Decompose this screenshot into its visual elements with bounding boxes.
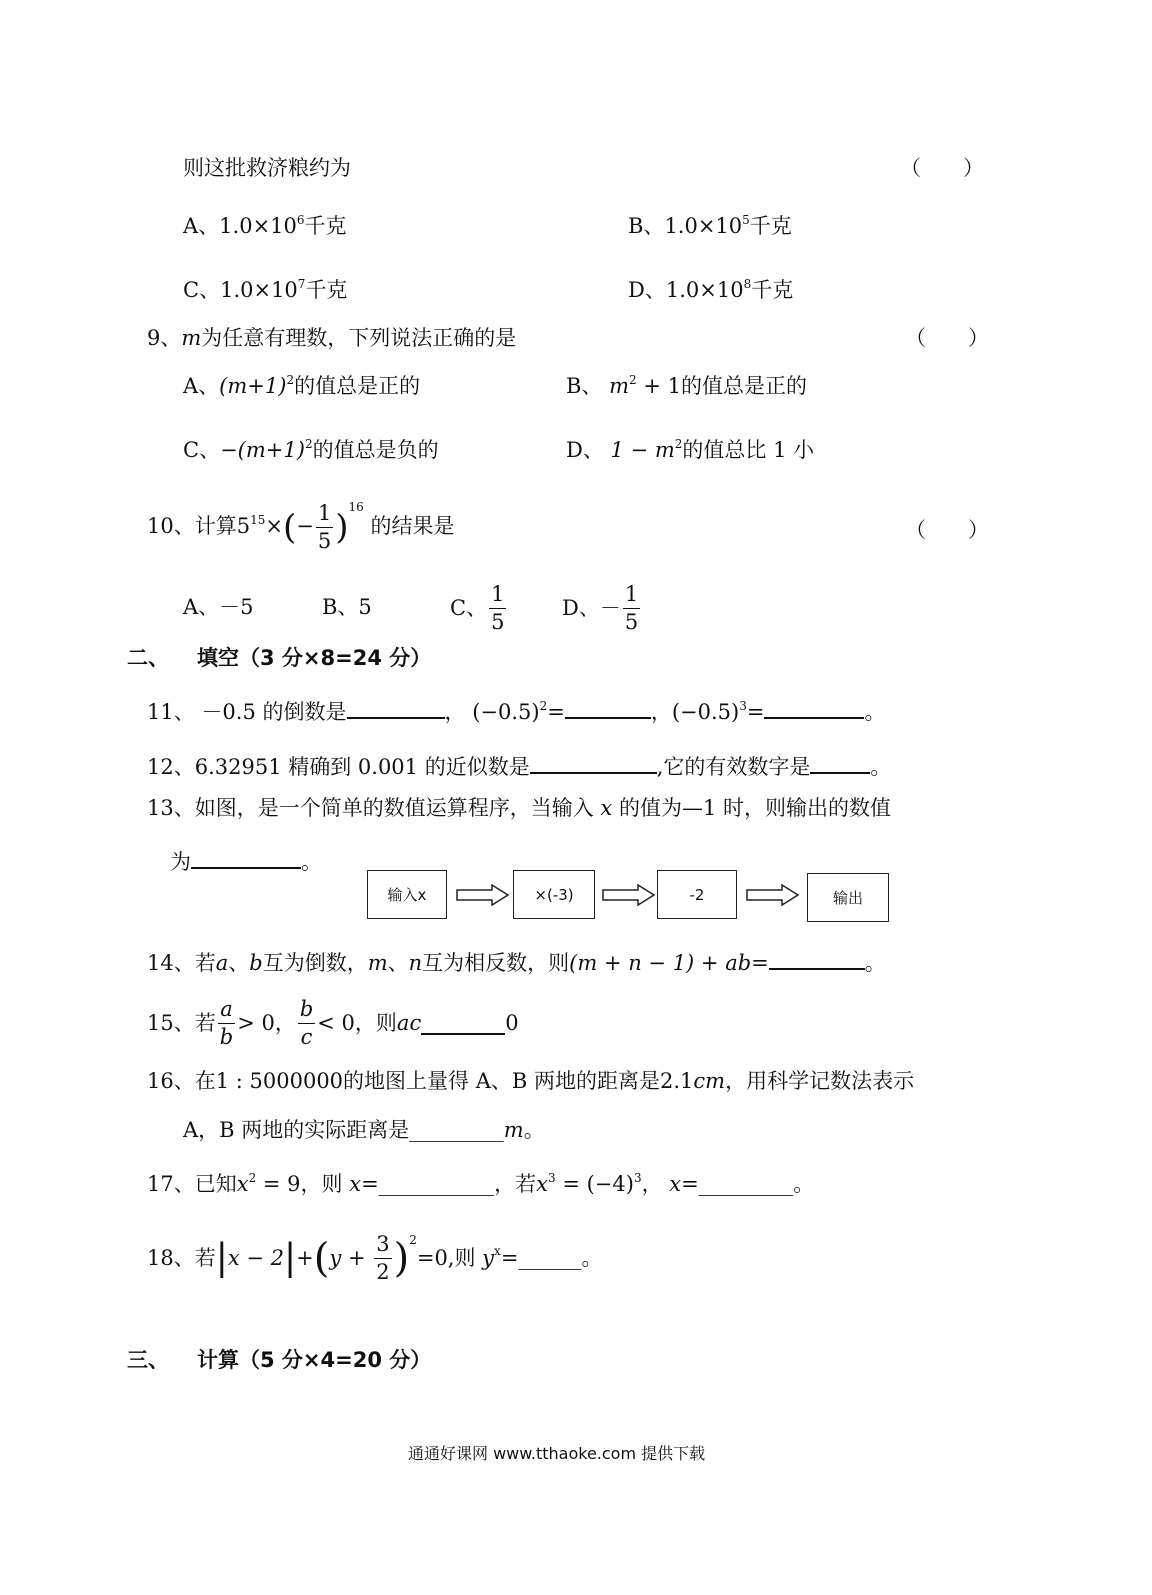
fraction — [298, 998, 315, 1049]
var-y: y — [482, 1246, 495, 1271]
question-text: 17、已知 — [147, 1172, 237, 1196]
var-m: m — [367, 951, 388, 975]
q10-base: 5 — [236, 514, 251, 539]
period: 。 — [864, 951, 886, 975]
option-label: A、 — [183, 214, 220, 238]
expr: (m + n − 1) + ab — [569, 951, 752, 975]
q8-option-d — [628, 277, 794, 302]
option-label: B、 — [628, 214, 665, 238]
q12-line — [147, 752, 891, 778]
question-text: 16、在 — [147, 1069, 216, 1093]
var-x: x — [600, 796, 613, 820]
option-expr: (m+1) — [219, 374, 287, 398]
abs-bar: | — [215, 1237, 228, 1279]
question-text: 为任意有理数，下列说法正确的是 — [201, 326, 517, 350]
answer-blank[interactable]: _________ — [409, 1118, 504, 1142]
q9-line — [147, 328, 516, 349]
footer-text: 通通好课网 www.tthaoke.com 提供下载 — [408, 1444, 706, 1463]
q10-exp2: 16 — [348, 500, 364, 515]
option-tail: 的值总是正的 — [681, 374, 807, 398]
minus-sign: − — [296, 514, 314, 539]
flow-box-input — [367, 870, 447, 919]
answer-blank[interactable] — [421, 1013, 505, 1035]
fraction — [374, 1233, 391, 1284]
fraction — [623, 583, 640, 634]
left-paren: ( — [313, 1235, 330, 1282]
option-tail: 的值总是负的 — [312, 438, 439, 462]
answer-blank[interactable] — [191, 847, 301, 869]
separator: ， — [641, 1172, 663, 1196]
question-text: 的结果是 — [370, 514, 455, 539]
flow-arrow-icon — [456, 884, 510, 906]
equals: = — [361, 1172, 379, 1196]
compare: > 0， — [237, 1011, 296, 1036]
q16-line1 — [147, 1071, 914, 1092]
period: 。 — [870, 755, 892, 779]
unit-m: m — [503, 1118, 524, 1142]
right-paren: ) — [335, 507, 349, 548]
ratio: 1 : 5000000 — [215, 1069, 344, 1093]
option-expr: m — [609, 374, 630, 398]
question-text: 的值为—1 时，则输出的数值 — [618, 796, 891, 820]
option-exp: 2 — [674, 437, 683, 451]
option-base: 1.0×10 — [219, 214, 297, 238]
exp: 2 — [248, 1171, 257, 1185]
option-expr: −(m+1) — [220, 438, 305, 462]
left-paren: ( — [283, 507, 297, 548]
option-unit: 千克 — [304, 214, 347, 238]
q17-line — [147, 1171, 815, 1196]
fraction-numerator: 1 — [491, 582, 505, 606]
question-text: －0.5 的倒数是 — [201, 700, 347, 724]
var-b: b — [249, 951, 263, 975]
expr: = (−4) — [555, 1172, 634, 1196]
q9-option-b — [566, 373, 807, 398]
question-text: ，若 — [494, 1172, 537, 1196]
q13-line2 — [170, 847, 322, 873]
exp: 2 — [409, 1233, 417, 1248]
q14-line — [147, 948, 886, 974]
box-label: 输入x — [387, 886, 427, 904]
option-exp: 8 — [743, 277, 752, 291]
option-label: B、 — [566, 374, 603, 398]
option-label: A、 — [183, 374, 220, 398]
q16-line2 — [183, 1120, 545, 1141]
unit-cm: cm — [693, 1069, 726, 1093]
option-label: C、 — [183, 438, 221, 462]
option-exp: 6 — [296, 213, 305, 227]
option-exp: 2 — [286, 373, 295, 387]
equals: = — [547, 700, 565, 724]
equals: = — [681, 1172, 699, 1196]
exp: x — [494, 1244, 501, 1259]
fraction — [489, 583, 506, 634]
fraction-numerator: a — [220, 997, 233, 1021]
question-number: 9、 — [147, 326, 182, 350]
abs-bar: | — [284, 1237, 297, 1279]
exp: 3 — [548, 1171, 556, 1185]
fraction-denominator: 5 — [317, 529, 332, 554]
box-label: -2 — [689, 885, 705, 904]
compare: < 0，则 — [317, 1011, 397, 1036]
option-label: D、 — [628, 278, 666, 302]
answer-blank[interactable] — [530, 752, 657, 774]
expr-ac: ac — [396, 1011, 422, 1036]
q11-line — [147, 697, 885, 723]
question-number: 10、计算 — [147, 514, 237, 539]
q10-line — [147, 502, 454, 553]
flow-arrow-icon — [602, 884, 656, 906]
distance-value: 2.1 — [660, 1069, 694, 1093]
section-3-heading — [127, 1350, 431, 1371]
period: 。 — [301, 850, 322, 874]
option-exp: 2 — [629, 373, 637, 387]
option-label: C、 — [450, 596, 488, 621]
q8-option-a — [183, 213, 347, 238]
fraction-denominator: 2 — [376, 1260, 390, 1285]
period: 。 — [581, 1246, 603, 1271]
var-n: n — [408, 951, 423, 975]
option-expr2: + 1 — [636, 374, 681, 398]
fraction-numerator: 3 — [376, 1232, 390, 1256]
section-title: 计算（5 分×4=20 分） — [197, 1348, 432, 1372]
fraction-denominator: 5 — [624, 610, 639, 635]
option-unit: 千克 — [749, 214, 792, 238]
q10-option-c — [450, 583, 508, 634]
equals: = — [500, 1246, 519, 1271]
fraction-denominator: b — [219, 1025, 234, 1050]
question-text: ，用科学记数法表示 — [725, 1069, 915, 1093]
fraction-denominator: 5 — [491, 610, 505, 635]
option-label: D、－ — [562, 596, 621, 621]
answer-blank[interactable] — [764, 697, 864, 719]
option-base: 1.0×10 — [220, 278, 298, 302]
option-tail: 的值总比 1 小 — [682, 438, 815, 462]
separator: 、 — [387, 951, 409, 975]
section-number: 三、 — [127, 1348, 169, 1372]
var-x: x — [536, 1172, 549, 1196]
exp: 3 — [633, 1171, 642, 1185]
option-exp: 2 — [304, 437, 313, 451]
question-text: 18、若 — [147, 1246, 216, 1271]
var-x: x — [236, 1172, 249, 1196]
q15-line — [147, 998, 519, 1049]
var-x: x — [349, 1172, 362, 1196]
q9-option-a — [183, 373, 421, 398]
question-text: 互为相反数，则 — [422, 951, 570, 975]
q8-bracket: （ ） — [900, 156, 984, 180]
exp: 2 — [539, 699, 548, 713]
zero: 0 — [505, 1011, 519, 1036]
question-text: ,它的有效数字是 — [656, 755, 811, 779]
question-text: 13、如图，是一个简单的数值运算程序，当输入 — [147, 796, 594, 820]
flow-box-subtract — [657, 870, 737, 919]
option-unit: 千克 — [305, 278, 348, 302]
option-unit: 千克 — [751, 278, 794, 302]
option-expr: 1 − m — [610, 438, 675, 462]
option-tail: 的值总是正的 — [294, 374, 421, 398]
question-text: 互为倒数， — [262, 951, 368, 975]
q9-option-d — [566, 437, 815, 462]
q9-bracket: （ ） — [905, 326, 989, 350]
separator: 、 — [228, 951, 250, 975]
section-number: 二、 — [127, 646, 169, 670]
fraction-numerator: 1 — [624, 582, 639, 606]
flow-box-output — [807, 873, 889, 922]
var-x: x — [669, 1172, 682, 1196]
answer-blank[interactable]: ___________ — [378, 1172, 495, 1196]
fraction-numerator: 1 — [317, 501, 332, 525]
q8-option-b — [628, 213, 792, 238]
fraction-numerator: b — [299, 997, 314, 1021]
abs-expr: x − 2 — [227, 1246, 285, 1271]
option-label: C、 — [183, 278, 221, 302]
question-text: =0,则 — [416, 1246, 476, 1271]
question-text: 14、若 — [147, 951, 216, 975]
question-text: 15、若 — [147, 1011, 216, 1036]
question-text: 12、6.32951 精确到 0.001 的近似数是 — [147, 755, 530, 779]
separator: ， — [444, 700, 466, 724]
answer-blank[interactable] — [565, 697, 651, 719]
option-exp: 5 — [742, 213, 750, 227]
var-a: a — [215, 951, 229, 975]
flow-arrow-icon — [746, 884, 800, 906]
q10-exp: 15 — [250, 513, 266, 528]
box-label: ×(-3) — [534, 885, 574, 904]
answer-blank[interactable] — [769, 948, 865, 970]
answer-blank[interactable] — [347, 697, 445, 719]
q10-bracket: （ ） — [905, 518, 989, 542]
answer-blank[interactable]: _________ — [698, 1172, 794, 1196]
q8-option-c — [183, 277, 348, 302]
option-label: D、 — [566, 438, 604, 462]
q13-line1 — [147, 798, 891, 819]
box-label: 输出 — [832, 889, 863, 907]
question-number: 11、 — [147, 700, 195, 724]
q18-line: 18、若|x − 2|+(y + $\frac{3}{2}$ )$^2$=0,则 $y^x=\_\_\_\_\_\_$。 — [147, 1232, 603, 1285]
q10-option-b: B、5 — [322, 595, 372, 619]
question-text: 为 — [170, 850, 191, 874]
separator: ， — [650, 700, 672, 724]
option-base: 1.0×10 — [665, 278, 744, 302]
question-text: 的地图上量得 A、B 两地的距离是 — [343, 1069, 660, 1093]
period: 。 — [523, 1118, 545, 1142]
flow-box-multiply — [513, 870, 595, 919]
option-base: 1.0×10 — [664, 214, 743, 238]
equals: = — [746, 700, 765, 724]
section-title: 填空（3 分×8=24 分） — [197, 646, 432, 670]
q10-option-a: A、－5 — [183, 595, 254, 619]
fraction — [316, 502, 333, 553]
answer-blank[interactable] — [810, 752, 870, 774]
question-text: = 9，则 — [256, 1172, 343, 1196]
period: 。 — [793, 1172, 815, 1196]
plus-sign: + — [296, 1246, 314, 1271]
expr: (−0.5) — [671, 700, 740, 724]
period: 。 — [864, 700, 886, 724]
question-text: A，B 两地的实际距离是 — [183, 1118, 410, 1142]
option-exp: 7 — [297, 277, 306, 291]
section-2-heading — [127, 648, 431, 669]
answer-blank[interactable]: ______ — [518, 1246, 582, 1271]
q9-option-c — [183, 437, 439, 462]
equals: = — [751, 951, 769, 975]
exp: 3 — [739, 699, 747, 713]
right-paren: ) — [393, 1235, 410, 1282]
times-sign: × — [265, 514, 283, 539]
var-y: y — [329, 1246, 342, 1271]
var-m: m — [181, 326, 202, 350]
fraction-denominator: c — [298, 1023, 315, 1049]
fraction — [218, 998, 235, 1049]
q10-option-d — [562, 583, 642, 634]
q8-line: 则这批救济粮约为 — [183, 156, 351, 180]
expr: (−0.5) — [472, 700, 540, 724]
